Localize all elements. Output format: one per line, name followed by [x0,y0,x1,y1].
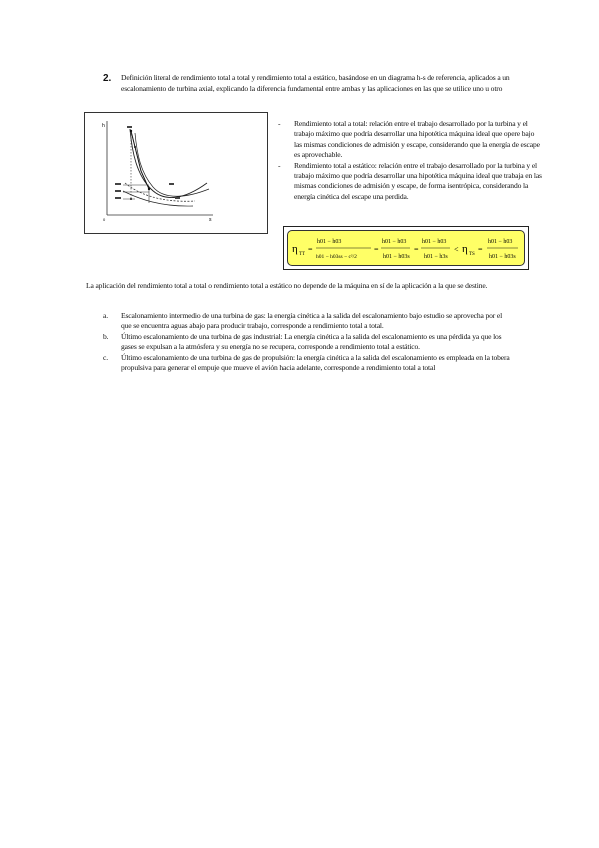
definition-text: Rendimiento total a estático: relación entre el trabajo desarrollado por la turbina y el trabajo máximo que podría desarrollar una hipotética máquina ideal que trabaja en las mismas condiciones de admisión y escape, de forma isentrópica, considerando la energía cinética del escape una perdida. [294,160,542,201]
list-item-text: Último escalonamiento de una turbina de gas industrial: La energía cinética a la salida del escalonamiento es una pérdida ya que los gases se expulsan a la atmósfera y su energía no se recupera, corresponde a rendimiento total a estático. [121,331,502,352]
application-paragraph: La aplicación del rendimiento total a total o rendimiento total a estático no depende de la máquina en sí de la aplicación a la que se destine. [86,281,488,290]
definitions-list [278,119,542,202]
definition-total-to-static [278,161,542,203]
label-mark [115,183,121,185]
fraction-3-denominator: h01 − h3s [424,254,448,260]
hs-diagram-figure [84,112,268,234]
label-mark [169,183,174,185]
question-number: 2. [103,73,112,84]
label-mark [115,190,121,192]
definition-bullet: - [278,119,281,128]
isobar-p01 [130,129,207,198]
list-item [103,332,513,353]
definition-total-to-total [278,119,542,161]
eta-tt-symbol: η [292,243,298,255]
list-item [103,353,513,374]
state-1-point [134,146,136,148]
definition-bullet: - [278,160,281,170]
equals-sign: = [414,245,419,254]
list-item-text: Último escalonamiento de una turbina de gas de propulsión: la energía cinética a la salida del escalonamiento es empleada en la tobera propulsiva para generar el empuje que mueve el avión hacia adelante, corresponde a rendimiento total a total [121,352,510,373]
definition-text: Rendimiento total a total: relación entre el trabajo desarrollado por la turbina y el trabajo máximo que podría desarrollar una hipotética máquina ideal que opere bajo las mismas condiciones de admisión y escape, considerando que la energía de escape es aprovechable. [294,119,540,160]
equals-sign: = [308,245,313,254]
fraction-4-numerator: h01 − h03 [488,239,513,245]
eta-ts-symbol: η [462,243,468,255]
question-text: Definición literal de rendimiento total a total y rendimiento total a estático, basándose en un diagrama h-s de referencia, aplicados a un escalonamiento de turbina axial, explicando la diferencia fundamental entre ambas y las aplicaciones en las que se utilice uno u otro [121,73,510,93]
list-item [103,311,513,332]
hs-diagram [85,113,269,235]
isobar-p1 [135,133,209,196]
fraction-1-numerator: h01 − h03 [317,239,342,245]
fraction-1-denominator: h01 − h03ss − c²/2 [316,254,357,260]
y-axis-label: h [102,123,105,129]
fraction-2-numerator: h01 − h03 [382,239,407,245]
list-item-label: b. [103,331,109,341]
label-mark [127,126,132,128]
efficiency-formula-box [283,226,529,270]
less-than-sign: < [454,245,459,254]
list-item-label: c. [103,352,108,362]
state-03-point [148,188,150,190]
label-mark [175,197,180,199]
equals-sign: = [374,245,379,254]
list-item-text: Escalonamiento intermedio de una turbina de gas: la energía cinética a la salida del escalonamiento bajo estudio se aprovecha por el que se encuentra aguas abajo para producir trabajo, corresponde a rendimiento total a total. [121,311,503,331]
eta-tt-subscript: TT [299,252,306,257]
fraction-4-denominator: h01 − h03s [489,254,516,260]
state-01-point [130,130,132,132]
efficiency-formula [284,227,530,271]
expansion-line [131,131,149,189]
fraction-2-denominator: h01 − h03s [383,254,410,260]
eta-ts-subscript: TS [469,252,475,257]
x-axis-label: s [209,217,212,223]
fraction-3-numerator: h01 − h03 [422,239,447,245]
applications-list [103,311,513,373]
label-mark [115,197,121,199]
origin-label: 0 [103,217,106,222]
state-3s-point [130,198,132,200]
list-item-label: a. [103,311,108,320]
equals-sign: = [478,245,483,254]
